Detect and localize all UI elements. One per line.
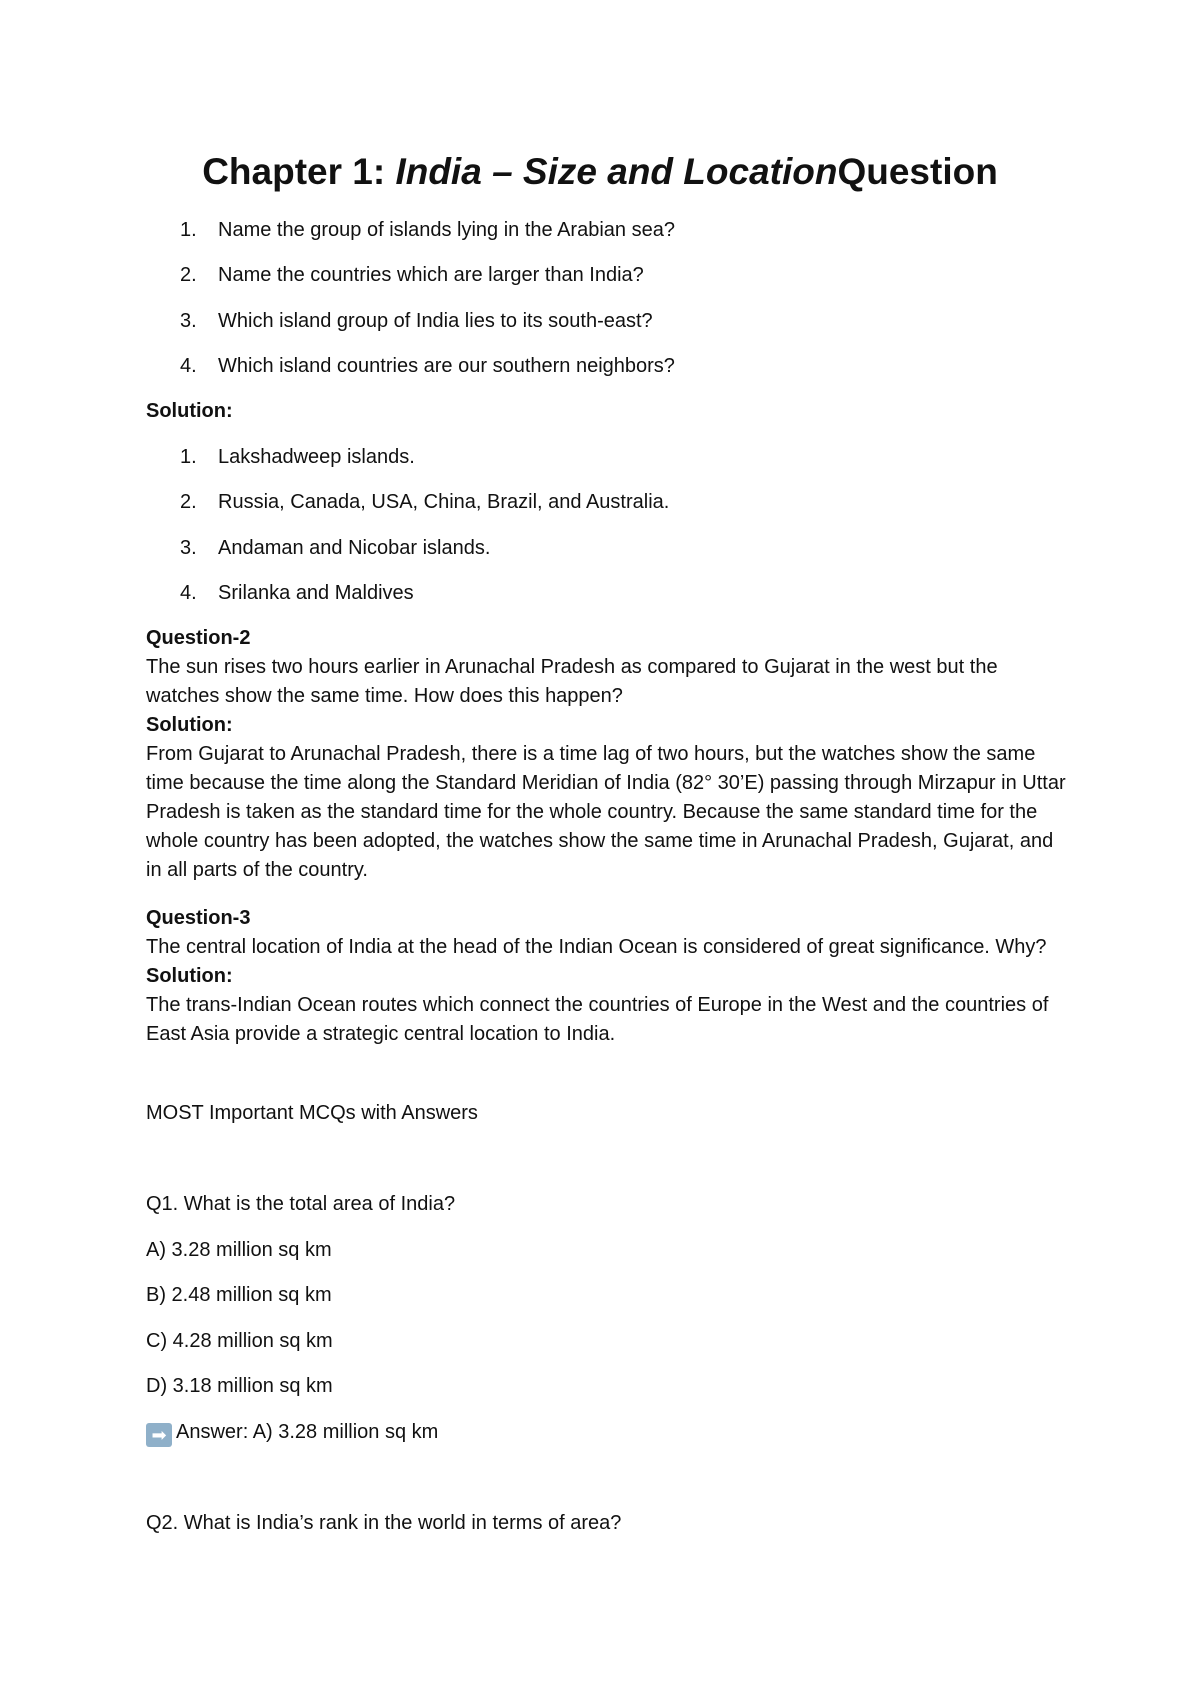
list-item: 3. Which island group of India lies to its south-east? [180,310,653,332]
title-prefix: Chapter 1: [202,151,396,192]
question-2-text: The sun rises two hours earlier in Arunachal Pradesh as compared to Gujarat in the west but the watches show the same time. How does this happen? [146,656,998,707]
mcq-q2-question: Q2. What is India’s rank in the world in terms of area? [146,1512,622,1534]
list-item: 1. Name the group of islands lying in the Arabian sea? [180,219,675,241]
title-italic: India – Size and Location [395,151,838,192]
list-item: 2. Russia, Canada, USA, China, Brazil, and Australia. [180,491,670,513]
mcq-q1-question: Q1. What is the total area of India? [146,1193,456,1215]
solution-3-label: Solution: [146,965,233,987]
mcq-q1-option-b: B) 2.48 million sq km [146,1284,332,1306]
mcq-q1-option-a: A) 3.28 million sq km [146,1239,332,1261]
mcq-heading: MOST Important MCQs with Answers [146,1102,478,1124]
arrow-right-icon: ➡ [146,1423,172,1447]
solution-3-text: The trans-Indian Ocean routes which connect the countries of Europe in the West and the countries of East Asia provide a strategic central location to India. [146,994,1049,1045]
solution-2-text: From Gujarat to Arunachal Pradesh, there is a time lag of two hours, but the watches show the same time because the time along the Standard Meridian of India (82° 30’E) passing through Mirzapur in Uttar Pradesh is taken as the standard time for the whole country. Because the same standard time for the whole country has been adopted, the watches show the same time in Arunachal Pradesh, Gujarat, and in all parts of the country. [146,743,1066,881]
list-item: 4. Which island countries are our southern neighbors? [180,355,675,377]
question-3 [146,904,1066,1049]
mcq-q1-option-d: D) 3.18 million sq km [146,1375,333,1397]
question-3-heading: Question-3 [146,907,251,929]
solution-1-label: Solution: [146,400,233,422]
list-item: 3. Andaman and Nicobar islands. [180,537,491,559]
mcq-q1-option-c: C) 4.28 million sq km [146,1330,333,1352]
solution-2-label: Solution: [146,714,233,736]
page-title [0,148,1200,196]
list-item: 2. Name the countries which are larger than India? [180,264,644,286]
question-3-text: The central location of India at the head of the Indian Ocean is considered of great significance. Why? [146,936,1047,958]
title-suffix: Question [837,151,998,192]
list-item: 1. Lakshadweep islands. [180,446,415,468]
question-2-heading: Question-2 [146,627,251,649]
list-item: 4. Srilanka and Maldives [180,582,414,604]
mcq-q1-answer-text: Answer: A) 3.28 million sq km [176,1421,439,1443]
question-2 [146,624,1066,885]
mcq-q1-answer [146,1418,438,1447]
